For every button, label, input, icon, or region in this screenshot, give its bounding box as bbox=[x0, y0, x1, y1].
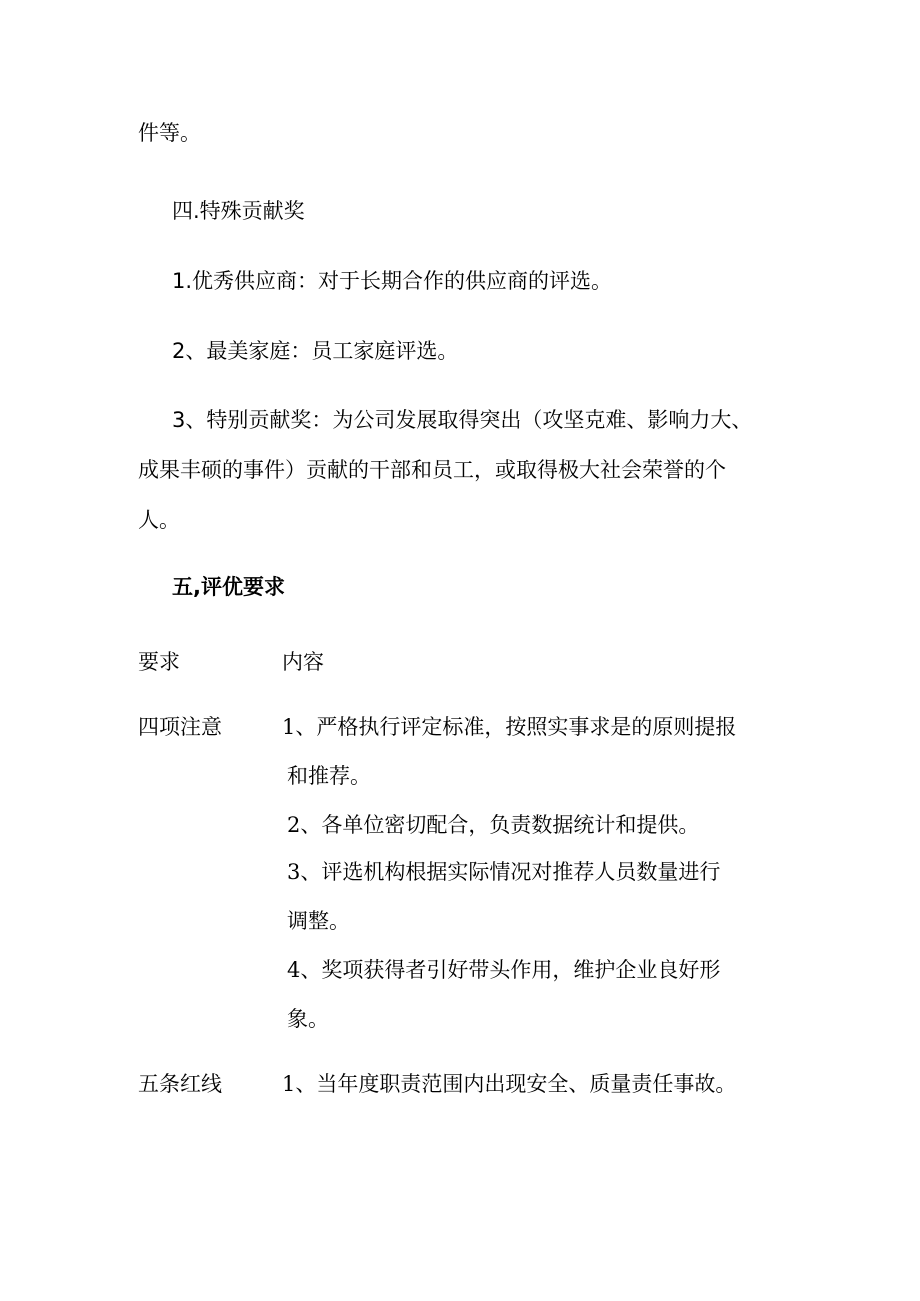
row-content-line: 1、严格执行评定标准，按照实事求是的原则提报 bbox=[282, 715, 737, 739]
intro-continuation: 件等。 bbox=[138, 121, 201, 145]
section-4-item-3-line-3: 人。 bbox=[138, 508, 180, 532]
section-4-heading: 四.特殊贡献奖 bbox=[172, 199, 305, 223]
section-4-item-3-line-2: 成果丰硕的事件）贡献的干部和员工，或取得极大社会荣誉的个 bbox=[138, 458, 726, 482]
row-label-five-red-lines: 五条红线 bbox=[138, 1072, 222, 1096]
row-label-four-notes: 四项注意 bbox=[138, 715, 222, 739]
column-header-requirement: 要求 bbox=[138, 650, 180, 674]
section-4-item-3-line-1: 3、特别贡献奖：为公司发展取得突出（攻坚克难、影响力大、 bbox=[172, 408, 753, 432]
section-5-heading: 五,评优要求 bbox=[172, 575, 285, 599]
row-content-line: 3、评选机构根据实际情况对推荐人员数量进行 bbox=[287, 860, 721, 884]
row-content-line: 和推荐。 bbox=[287, 764, 371, 788]
row-content-line: 调整。 bbox=[287, 909, 350, 933]
row-content-line: 1、当年度职责范围内出现安全、质量责任事故。 bbox=[282, 1072, 737, 1096]
row-content-line: 4、奖项获得者引好带头作用，维护企业良好形 bbox=[287, 958, 721, 982]
row-content-line: 2、各单位密切配合，负责数据统计和提供。 bbox=[287, 813, 700, 837]
section-4-item-2: 2、最美家庭：员工家庭评选。 bbox=[172, 339, 459, 363]
row-content-line: 象。 bbox=[287, 1007, 329, 1031]
column-header-content: 内容 bbox=[282, 650, 324, 674]
section-4-item-1: 1.优秀供应商：对于长期合作的供应商的评选。 bbox=[172, 269, 613, 293]
